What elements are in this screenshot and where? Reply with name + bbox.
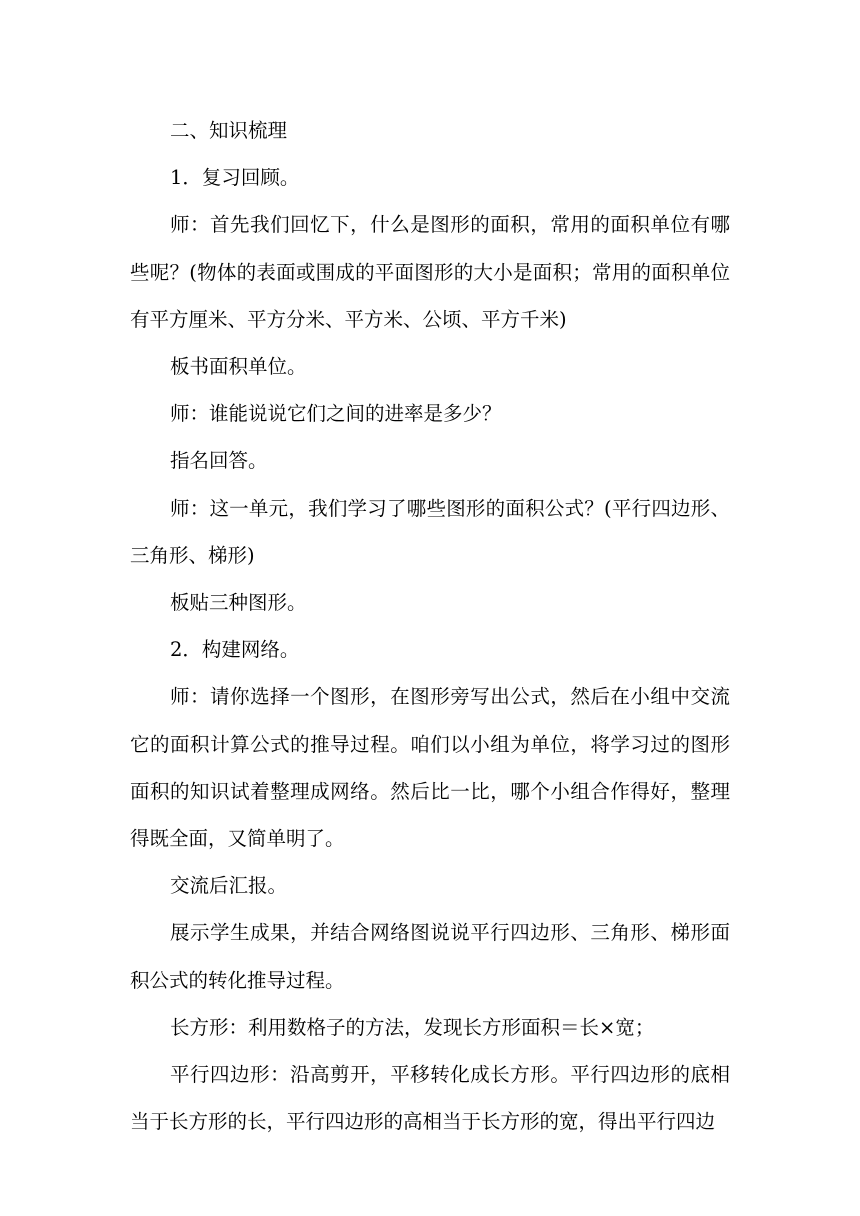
paragraph: 师：谁能说说它们之间的进率是多少？ xyxy=(170,402,502,426)
subsection-heading: 2．构建网络。 xyxy=(170,638,300,662)
paragraph: 展示学生成果，并结合网络图说说平行四边形、三角形、梯形面积公式的转化推导过程。 xyxy=(130,921,730,992)
section-heading: 二、知识梳理 xyxy=(170,119,288,142)
paragraph: 师：首先我们回忆下，什么是图形的面积，常用的面积单位有哪些呢？(物体的表面或围成的平面图形的大小是面积；常用的面积单位有平方厘米、平方分米、平方米、公顷、平方千米) xyxy=(130,213,730,331)
paragraph: 长方形：利用数格子的方法，发现长方形面积＝长×宽； xyxy=(170,1015,655,1039)
document-page xyxy=(130,107,730,1145)
paragraph: 交流后汇报。 xyxy=(170,874,288,898)
paragraph: 指名回答。 xyxy=(170,449,268,473)
paragraph: 师：请你选择一个图形，在图形旁写出公式，然后在小组中交流它的面积计算公式的推导过程。咱们以小组为单位，将学习过的图形面积的知识试着整理成网络。然后比一比，哪个小组合作得好，整理得既全面，又简单明了。 xyxy=(130,685,730,851)
paragraph: 板书面积单位。 xyxy=(170,355,307,379)
paragraph: 板贴三种图形。 xyxy=(170,591,307,615)
paragraph: 平行四边形：沿高剪开，平移转化成长方形。平行四边形的底相当于长方形的长，平行四边形的高相当于长方形的宽，得出平行四边 xyxy=(130,1063,730,1134)
paragraph: 师：这一单元，我们学习了哪些图形的面积公式？(平行四边形、三角形、梯形) xyxy=(130,496,730,567)
subsection-heading: 1．复习回顾。 xyxy=(170,166,300,190)
